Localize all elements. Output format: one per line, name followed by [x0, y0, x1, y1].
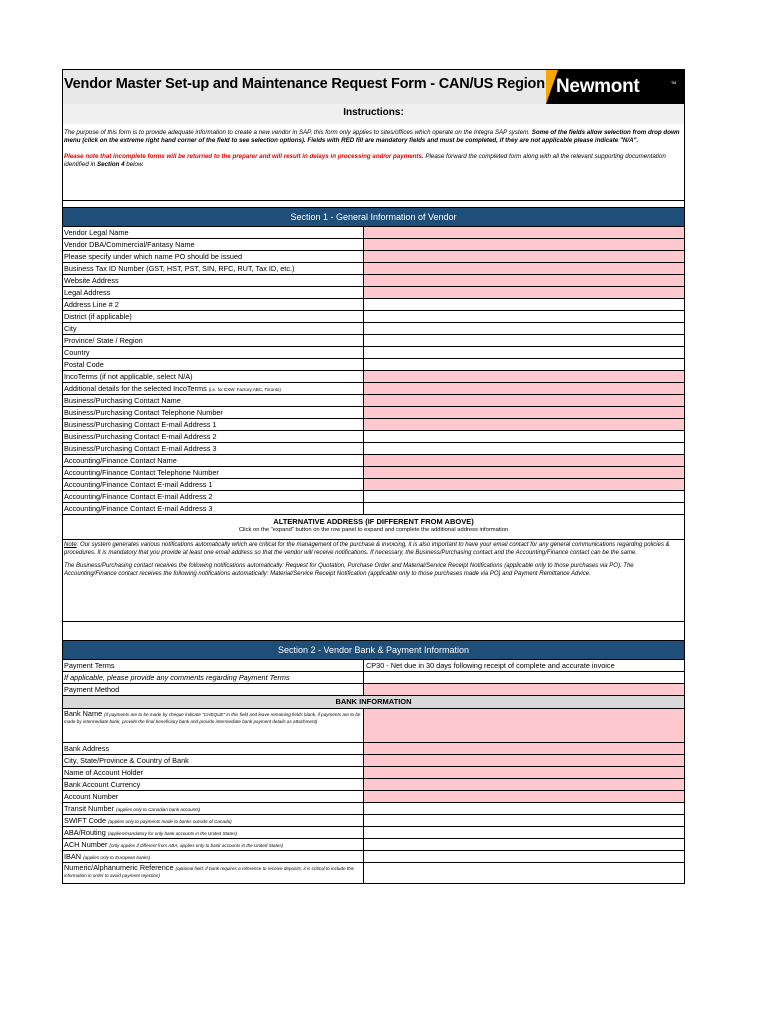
instr-p1-bold: Some of the fields allow selection from drop down menu (click on the extreme right hand corner of the field to see selection options). Fields with RED fill are mandatory fields and must be completed, if they are not applicable please indicate "N/A". [64, 129, 680, 144]
section1-rows [63, 227, 684, 515]
field-input[interactable] [364, 287, 684, 298]
field-label: IBAN (applies only to European banks) [63, 851, 364, 862]
form-row [63, 227, 684, 239]
form-row [63, 371, 684, 383]
field-input[interactable] [364, 275, 684, 286]
form-row [63, 287, 684, 299]
form-row [63, 503, 684, 515]
form-row [63, 263, 684, 275]
field-label: Accounting/Finance Contact Telephone Number [63, 467, 364, 478]
field-label: Legal Address [63, 287, 364, 298]
field-input[interactable] [364, 347, 684, 358]
field-input[interactable] [364, 839, 684, 850]
form-row [63, 743, 684, 755]
field-input[interactable] [364, 791, 684, 802]
vendor-form [62, 69, 685, 884]
field-label: If applicable, please provide any comments regarding Payment Terms [63, 672, 364, 683]
field-label: Business/Purchasing Contact Telephone Number [63, 407, 364, 418]
spacer [63, 622, 684, 641]
field-input[interactable] [364, 467, 684, 478]
instr-p2-bold: Section 4 [97, 161, 125, 168]
note-p2: The Business/Purchasing contact receives the following notifications automatically: Request for Quotation, Purchase Order and Material/Service Receipt Notifications (applicable only to those purchases via PO). The Accounting/Finance contact receives the following notifications automatically: Material/Service Receipt Notification (applicable only to those purchases made via PO) and Payment Remittance Advice. [64, 563, 634, 577]
alt-address-title: ALTERNATIVE ADDRESS (IF DIFFERENT FROM ABOVE) [273, 517, 474, 526]
instr-p2-red: Please note that incomplete forms will be returned to the preparer and will result in delays in processing and/or payments. [64, 153, 424, 160]
field-input[interactable] [364, 779, 684, 790]
instr-p2-end: below. [124, 161, 144, 168]
form-row [63, 839, 684, 851]
form-row [63, 431, 684, 443]
field-note: (applies only to Canadian bank accounts) [116, 807, 201, 812]
alt-address-subtitle: Click on the "expand" button on the row panel to expand and complete the additional address information [238, 527, 509, 533]
form-row [63, 455, 684, 467]
field-input[interactable] [364, 767, 684, 778]
instr-p2-normal: Please forward the completed form along with all the relevant supporting documentation identified in [64, 153, 666, 168]
numeric-reference-field[interactable] [364, 863, 684, 883]
field-note: (i.e. for EXW: Factory ABC, Toronto) [208, 387, 281, 392]
form-row [63, 755, 684, 767]
logo-text: Newmont [556, 76, 640, 97]
field-label: Province/ State / Region [63, 335, 364, 346]
alternative-address-header [63, 515, 684, 540]
bank-info-heading: BANK INFORMATION [63, 696, 684, 709]
field-label: Address Line # 2 [63, 299, 364, 310]
field-label: Additional details for the selected IncoTerms (i.e. for EXW: Factory ABC, Toronto) [63, 383, 364, 394]
field-label: Account Number [63, 791, 364, 802]
bank-name-label: Bank Name (if payments are to be made by cheque indicate "CHEQUE" in this field and leave remaining fields blank, if payments are to be made by intermediate bank, provide the final beneficiary bank and provide intermediate bank payment details as attachment) [63, 709, 364, 742]
field-input[interactable] [364, 323, 684, 334]
form-row [63, 491, 684, 503]
field-label: Website Address [63, 275, 364, 286]
form-row [63, 767, 684, 779]
form-row [63, 827, 684, 839]
form-row [63, 311, 684, 323]
field-label: Please specify under which name PO should be issued [63, 251, 364, 262]
field-label: Business/Purchasing Contact E-mail Address 1 [63, 419, 364, 430]
field-input[interactable] [364, 851, 684, 862]
field-note: (only applies if different from ABA, applies only to bank accounts in the United States) [109, 843, 284, 848]
field-input[interactable] [364, 227, 684, 238]
field-input[interactable] [364, 371, 684, 382]
form-row [63, 815, 684, 827]
form-row [63, 383, 684, 395]
form-row [63, 672, 684, 684]
field-label: Name of Account Holder [63, 767, 364, 778]
notifications-note [63, 540, 684, 622]
field-input[interactable] [364, 251, 684, 262]
field-label: Country [63, 347, 364, 358]
form-row [63, 851, 684, 863]
newmont-logo [546, 70, 684, 104]
form-row [63, 335, 684, 347]
form-row [63, 359, 684, 371]
field-input[interactable] [364, 743, 684, 754]
field-label: Accounting/Finance Contact E-mail Address 3 [63, 503, 364, 514]
logo-tm: TM [670, 80, 676, 85]
field-label: Accounting/Finance Contact E-mail Address 2 [63, 491, 364, 502]
field-input[interactable] [364, 803, 684, 814]
spacer [63, 201, 684, 208]
field-label: City [63, 323, 364, 334]
field-input[interactable] [364, 503, 684, 514]
field-input[interactable] [364, 407, 684, 418]
field-input[interactable] [364, 443, 684, 454]
form-row [63, 419, 684, 431]
section2-bank-rows [63, 743, 684, 863]
form-row [63, 779, 684, 791]
form-row [63, 239, 684, 251]
section2-heading: Section 2 - Vendor Bank & Payment Information [63, 641, 684, 660]
field-label: Payment Terms [63, 660, 364, 671]
section2-payment-rows [63, 660, 684, 696]
form-row [63, 323, 684, 335]
field-input[interactable] [364, 263, 684, 274]
field-input[interactable] [364, 335, 684, 346]
field-label: Vendor Legal Name [63, 227, 364, 238]
field-input[interactable] [364, 431, 684, 442]
form-row [63, 467, 684, 479]
field-label: Transit Number (applies only to Canadian bank accounts) [63, 803, 364, 814]
field-label: District (if applicable) [63, 311, 364, 322]
form-row [63, 443, 684, 455]
instr-p1-normal: The purpose of this form is to provide adequate information to create a new vendor in SAP, this form only applies to sites/offices which operate on the Integra SAP system. [64, 129, 532, 136]
field-input[interactable] [364, 479, 684, 490]
field-label: ACH Number (only applies if different from ABA, applies only to bank accounts in the United States) [63, 839, 364, 850]
field-input[interactable] [364, 359, 684, 370]
field-label: Accounting/Finance Contact E-mail Address 1 [63, 479, 364, 490]
form-row [63, 803, 684, 815]
section1-heading: Section 1 - General Information of Vendor [63, 208, 684, 227]
field-label: Payment Method [63, 684, 364, 695]
instructions-heading: Instructions: [63, 104, 684, 124]
form-row [63, 407, 684, 419]
field-input[interactable] [364, 299, 684, 310]
bank-name-field[interactable] [364, 709, 684, 742]
field-input[interactable] [364, 239, 684, 250]
form-row [63, 347, 684, 359]
form-row [63, 275, 684, 287]
form-row [63, 791, 684, 803]
field-label: Business/Purchasing Contact Name [63, 395, 364, 406]
field-note: (applies/mandatory for only bank accounts in the United States) [107, 831, 238, 836]
field-label: Postal Code [63, 359, 364, 370]
bank-name-row [63, 709, 684, 743]
form-row [63, 684, 684, 696]
form-row [63, 299, 684, 311]
field-input[interactable] [364, 419, 684, 430]
field-note: (applies only to European banks) [83, 855, 151, 860]
field-input[interactable] [364, 684, 684, 695]
field-label: Business Tax ID Number (GST, HST, PST, SIN, RFC, RUT, Tax ID, etc.) [63, 263, 364, 274]
note-label: Note [64, 542, 77, 548]
field-input[interactable] [364, 815, 684, 826]
form-row [63, 479, 684, 491]
field-note: (applies only to payments made to banks outside of Canada) [108, 819, 232, 824]
field-label: ABA/Routing (applies/mandatory for only bank accounts in the United States) [63, 827, 364, 838]
field-input[interactable] [364, 755, 684, 766]
field-label: City, State/Province & Country of Bank [63, 755, 364, 766]
form-title: Vendor Master Set-up and Maintenance Request Form - CAN/US Region [64, 76, 545, 92]
form-row [63, 395, 684, 407]
field-input[interactable] [364, 395, 684, 406]
field-input[interactable] [364, 827, 684, 838]
field-input[interactable]: CP30 - Net due in 30 days following receipt of complete and accurate invoice [366, 661, 615, 670]
bank-name-note: (if payments are to be made by cheque indicate "CHEQUE" in this field and leave remaining fields blank, if payments are to be made by intermediate bank, provide the final beneficiary bank and provide intermediate bank payment details as attachment) [64, 712, 361, 724]
field-input[interactable] [364, 491, 684, 502]
field-input[interactable] [364, 672, 684, 683]
field-input[interactable] [364, 383, 684, 394]
title-bar [63, 70, 684, 104]
form-row [63, 660, 684, 672]
note-p1: : Our system generates various notifications automatically which are critical for the management of the purchase & invoicing, it is also important to have your email contact for any general communications regarding policies & procedures. It is mandatory that you provide at least one email address so that the vendor will receive notifications. If necessary, the Business/Purchasing contact and the Accounting/Finance contact can be the same. [64, 542, 670, 556]
field-label: Bank Address [63, 743, 364, 754]
logo-accent-icon [546, 70, 558, 104]
numeric-reference-label: Numeric/Alphanumeric Reference (optional field, if bank requires a reference to receive deposits, it is critical to include this information in order to avoid payment rejection) [63, 863, 364, 883]
field-label: Business/Purchasing Contact E-mail Address 3 [63, 443, 364, 454]
field-label: Bank Account Currency [63, 779, 364, 790]
field-label: Vendor DBA/Commercial/Fantasy Name [63, 239, 364, 250]
field-label: SWIFT Code (applies only to payments made to banks outside of Canada) [63, 815, 364, 826]
instructions-text [63, 124, 684, 201]
field-input[interactable] [364, 455, 684, 466]
field-input[interactable] [364, 311, 684, 322]
numeric-reference-row [63, 863, 684, 883]
field-label: Business/Purchasing Contact E-mail Address 2 [63, 431, 364, 442]
field-label: IncoTerms (if not applicable, select N/A) [63, 371, 364, 382]
field-label: Accounting/Finance Contact Name [63, 455, 364, 466]
form-row [63, 251, 684, 263]
